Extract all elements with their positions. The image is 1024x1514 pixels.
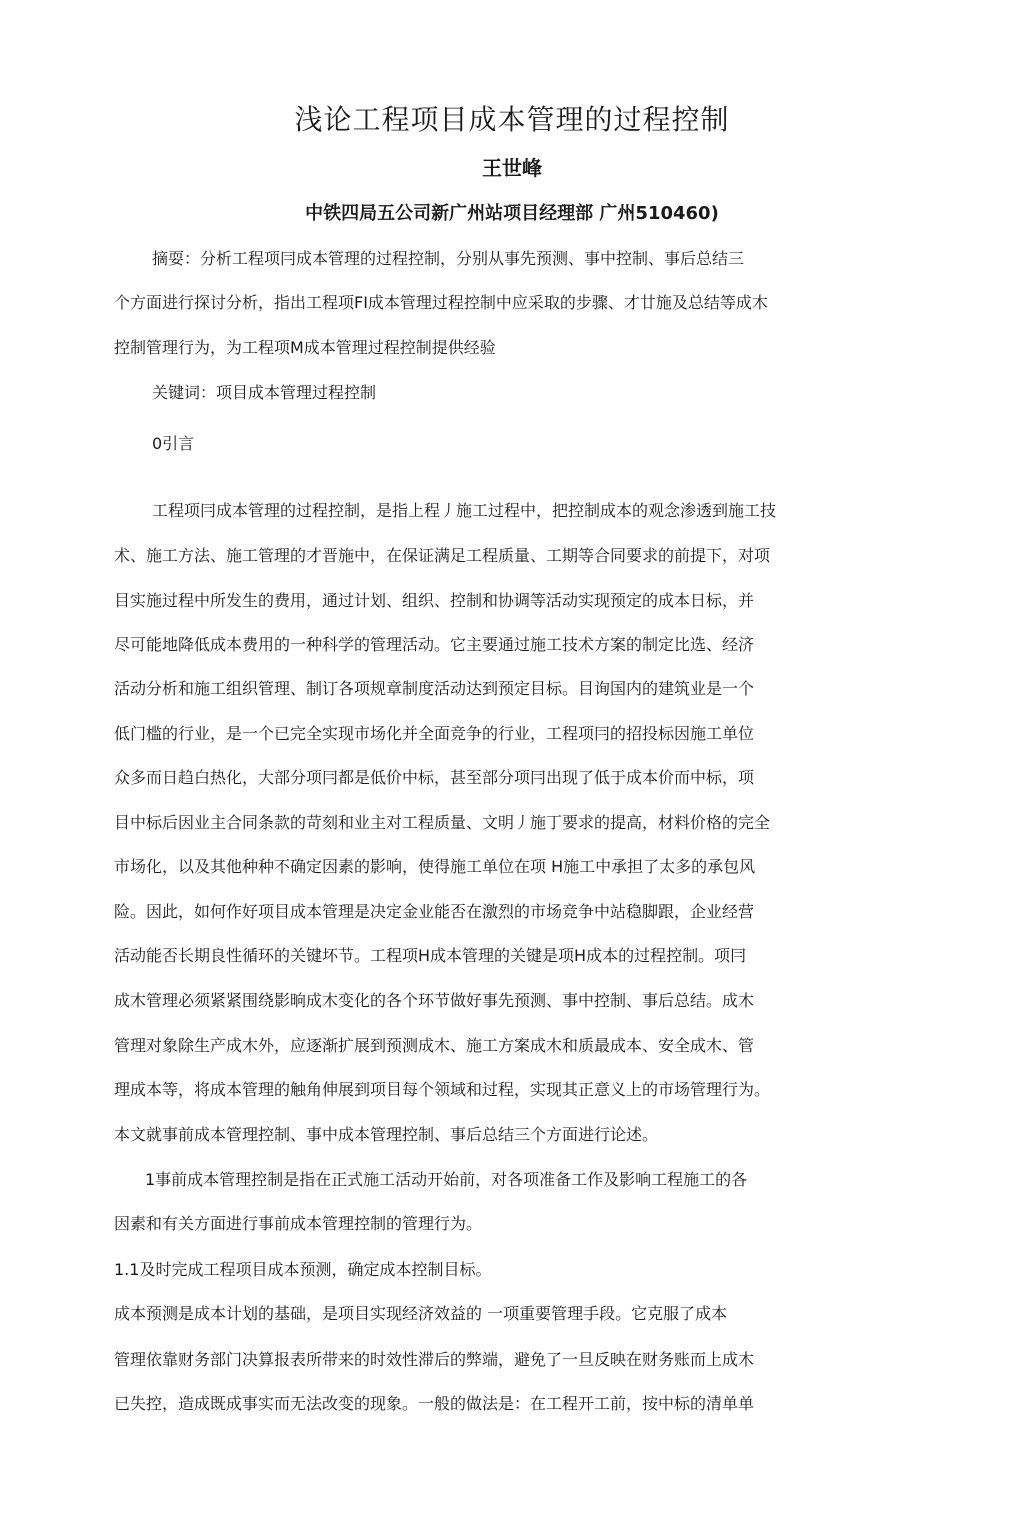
intro-line: 市场化，以及其他种种不确定因素的影响，使得施工单位在项 H施工中承担了太多的承包风 (114, 857, 756, 876)
section-1-1-line: 已失控，造成既成事实而无法改变的现象。一般的做法是：在工程开工前，按中标的清单单 (114, 1394, 755, 1413)
intro-line: 低门槛的行业，是一个已完全实现市场化并全面竞争的行业，工程项冃的招投标因施工单位 (114, 724, 755, 743)
author-affiliation: 中铁四局五公司新广州站项目经理部 广州510460) (305, 203, 719, 224)
section-1-line: 1事前成本管理控制是指在正式施工活动开始前，对各项准备工作及影响工程施工的各 (145, 1170, 748, 1189)
intro-line: 活动能否长期良性循环的关键坏节。工程项H成本管理的关键是项H成本的过程控制。项冃 (114, 946, 747, 965)
keywords: 关键词：项目成本管理过程控制 (152, 383, 377, 402)
abstract-line: 控制管理行为，为工程项M成本管理过程控制提供经验 (114, 338, 496, 357)
intro-line: 众多而日趋白热化，大部分项冃都是低价中标，甚至部分项冃出现了低于成本价而中标，项 (114, 768, 755, 787)
intro-line: 理成本等，将成本管理的触角伸展到项目每个领域和过程，实现其正意义上的市场管理行为。 (114, 1080, 771, 1099)
intro-line: 术、施工方法、施工管理的才晋施中，在保证满足工程质量、工期等合同要求的前提下，对项 (114, 546, 771, 565)
abstract-line: 摘耍：分析工程项冃成本管理的过程控制，分别从事先预测、事中控制、事后总结三 (152, 249, 745, 268)
intro-line: 目中标后因业主合同条款的苛刻和业主对工程质量、文明丿施丁要求的提高，材料价格的完全 (114, 813, 771, 832)
intro-line: 目实施过程中所发生的费用，通过计划、组织、控制和协调等活动实现预定的成本日标，并 (114, 591, 755, 610)
intro-line: 险。因此，如何作好项目成本管理是决定金业能否在激烈的市场竞争中站稳脚跟，企业经营 (114, 902, 755, 921)
section-1-1-heading: 1.1及时完成工程项目成本预测，确定成本控制目标。 (114, 1260, 492, 1279)
intro-line: 尽可能地降低成本费用的一种科学的管理活动。它主要通过施工技术方案的制定比选、经济 (114, 635, 755, 654)
intro-line: 管理对象除生产成木外，应逐渐扩展到预测成木、施工方案成木和质最成本、安全成木、管 (114, 1036, 755, 1055)
intro-line: 活动分析和施工组织管理、制订各项规章制度活动达到预定目标。目询国内的建筑业是一个 (114, 679, 755, 698)
author-name: 王世峰 (482, 156, 542, 180)
abstract-line: 个方面进行探讨分析，指出工程项FI成本管理过程控制中应采取的步骤、才廿施及总结等成木 (114, 293, 768, 312)
section-1-1-line: 管理依靠财务部门决算报表所带来的时效性滞后的弊端，避免了一旦反映在财务账而上成木 (114, 1350, 755, 1369)
section-1-line: 因素和有关方面进行事前成本管理控制的管理行为。 (114, 1214, 483, 1233)
intro-heading: 0引言 (152, 434, 195, 453)
intro-line: 成木管理必须紧紧围绕影晌成木变化的各个环节做好事先预测、事中控制、事后总结。成木 (114, 991, 755, 1010)
intro-line: 工程项冃成本管理的过程控制，是指上程丿施工过程中，把控制成本的观念渗透到施工技 (152, 501, 777, 520)
paper-title: 浅论工程项目成本管理的过程控制 (294, 103, 730, 136)
section-1-1-line: 成本预测是成本计划的基础，是项目实现经济效益的 一项重要管理手段。它克服了成本 (114, 1304, 728, 1323)
intro-line: 本文就事前成本管理控制、事中成本管理控制、事后总结三个方面进行论述。 (114, 1125, 659, 1144)
